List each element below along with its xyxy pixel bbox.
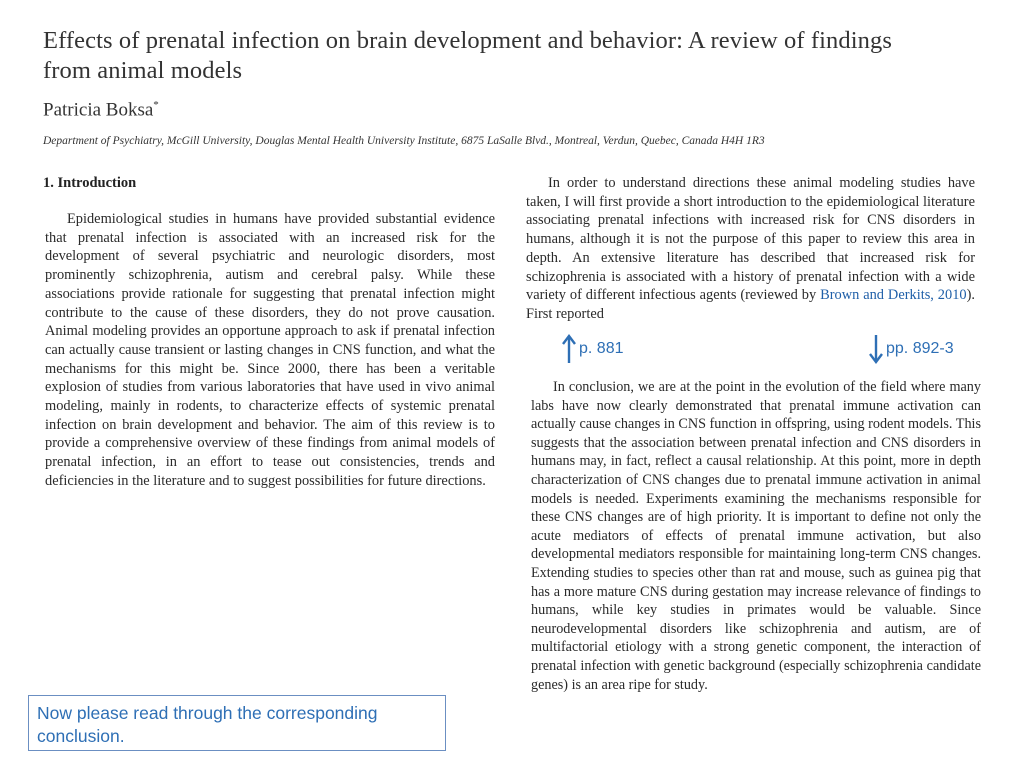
page-ref-intro [562, 334, 623, 364]
paper-title: Effects of prenatal infection on brain development and behavior: A review of findings from animal models [43, 27, 892, 84]
arrow-up-icon [562, 334, 576, 364]
intro-continuation-tail: ). First reported [526, 287, 975, 322]
intro-continuation-text: In order to understand directions these animal modeling studies have taken, I will first provide a short introduction to the epidemiological literature associating prenatal infections with increased risk for CNS disorders in humans, although it is not the purpose of this paper to review this area in depth. An extensive literature has described that increased risk for schizophrenia is associated with a history of prenatal infection with a wide variety of different infectious agents (reviewed by [526, 175, 975, 304]
section-heading: 1. Introduction [43, 175, 137, 191]
citation-link[interactable]: Brown and Derkits, 2010 [820, 287, 967, 304]
page-ref-intro-label: p. 881 [579, 340, 624, 357]
conclusion-paragraph: In conclusion, we are at the point in the evolution of the field where many labs have now clearly demonstrated that prenatal immune activation can actually cause changes in CNS function in offspring, using rodent models. This suggests that the association between prenatal infection and CNS disorders in humans may, in fact, reflect a causal relationship. At this point, more in depth characterization of CNS changes due to prenatal immune activation in animal models is needed. Experiments examining the mechanisms responsible for these CNS changes are of high priority. It is important to define not only the acute mediators of effects of prenatal immune activation, but also developmental mediators responsible for maintaining long-term CNS changes. Extending studies to species other than rat and mouse, such as guinea pig that has a more mature CNS during gestation may increase relevance of findings to humans, while key studies in primates would be valuable. Since neurodevelopmental disorders like schizophrenia and autism, are of multifactorial etiology with a strong genetic component, the interaction of prenatal infection with genetic background (especially schizophrenia candidate genes) is an area ripe for study. [531, 379, 981, 693]
arrow-down-icon [869, 334, 883, 364]
page-ref-conclusion-label: pp. 892-3 [886, 340, 954, 357]
author-footnote-mark: * [153, 99, 159, 111]
page-ref-conclusion [869, 334, 954, 364]
author-name: Patricia Boksa [43, 99, 154, 121]
author-affiliation: Department of Psychiatry, McGill University, Douglas Mental Health University Institute, 6875 LaSalle Blvd., Montreal, Verdun, Quebec, Canada H4H 1R3 [43, 135, 765, 147]
instruction-note: Now please read through the corresponding conclusion. [28, 695, 446, 751]
intro-continuation-paragraph [526, 174, 975, 324]
introduction-paragraph: Epidemiological studies in humans have provided substantial evidence that prenatal infection is associated with an increased risk for the development of several psychiatric and neurologic disorders, most prominently schizophrenia, autism and cerebral palsy. While these associations provide rationale for suggesting that prenatal infection might contribute to the cause of these disorders, they do not prove causation. Animal modeling provides an opportune approach to ask if prenatal infection can actually cause transient or lasting changes in CNS function, and what the mechanisms for this might be. Since 2000, there has been a veritable explosion of studies from various laboratories that have used in vivo animal modeling, mainly in rodents, to characterize effects of systemic prenatal infection on brain development and behavior. The aim of this review is to provide a comprehensive overview of these findings from animal models of prenatal infection, in an effort to tease out consistencies, trends and deficiencies in the literature and to suggest possibilities for future directions. [45, 211, 495, 489]
paper-author [43, 99, 159, 121]
